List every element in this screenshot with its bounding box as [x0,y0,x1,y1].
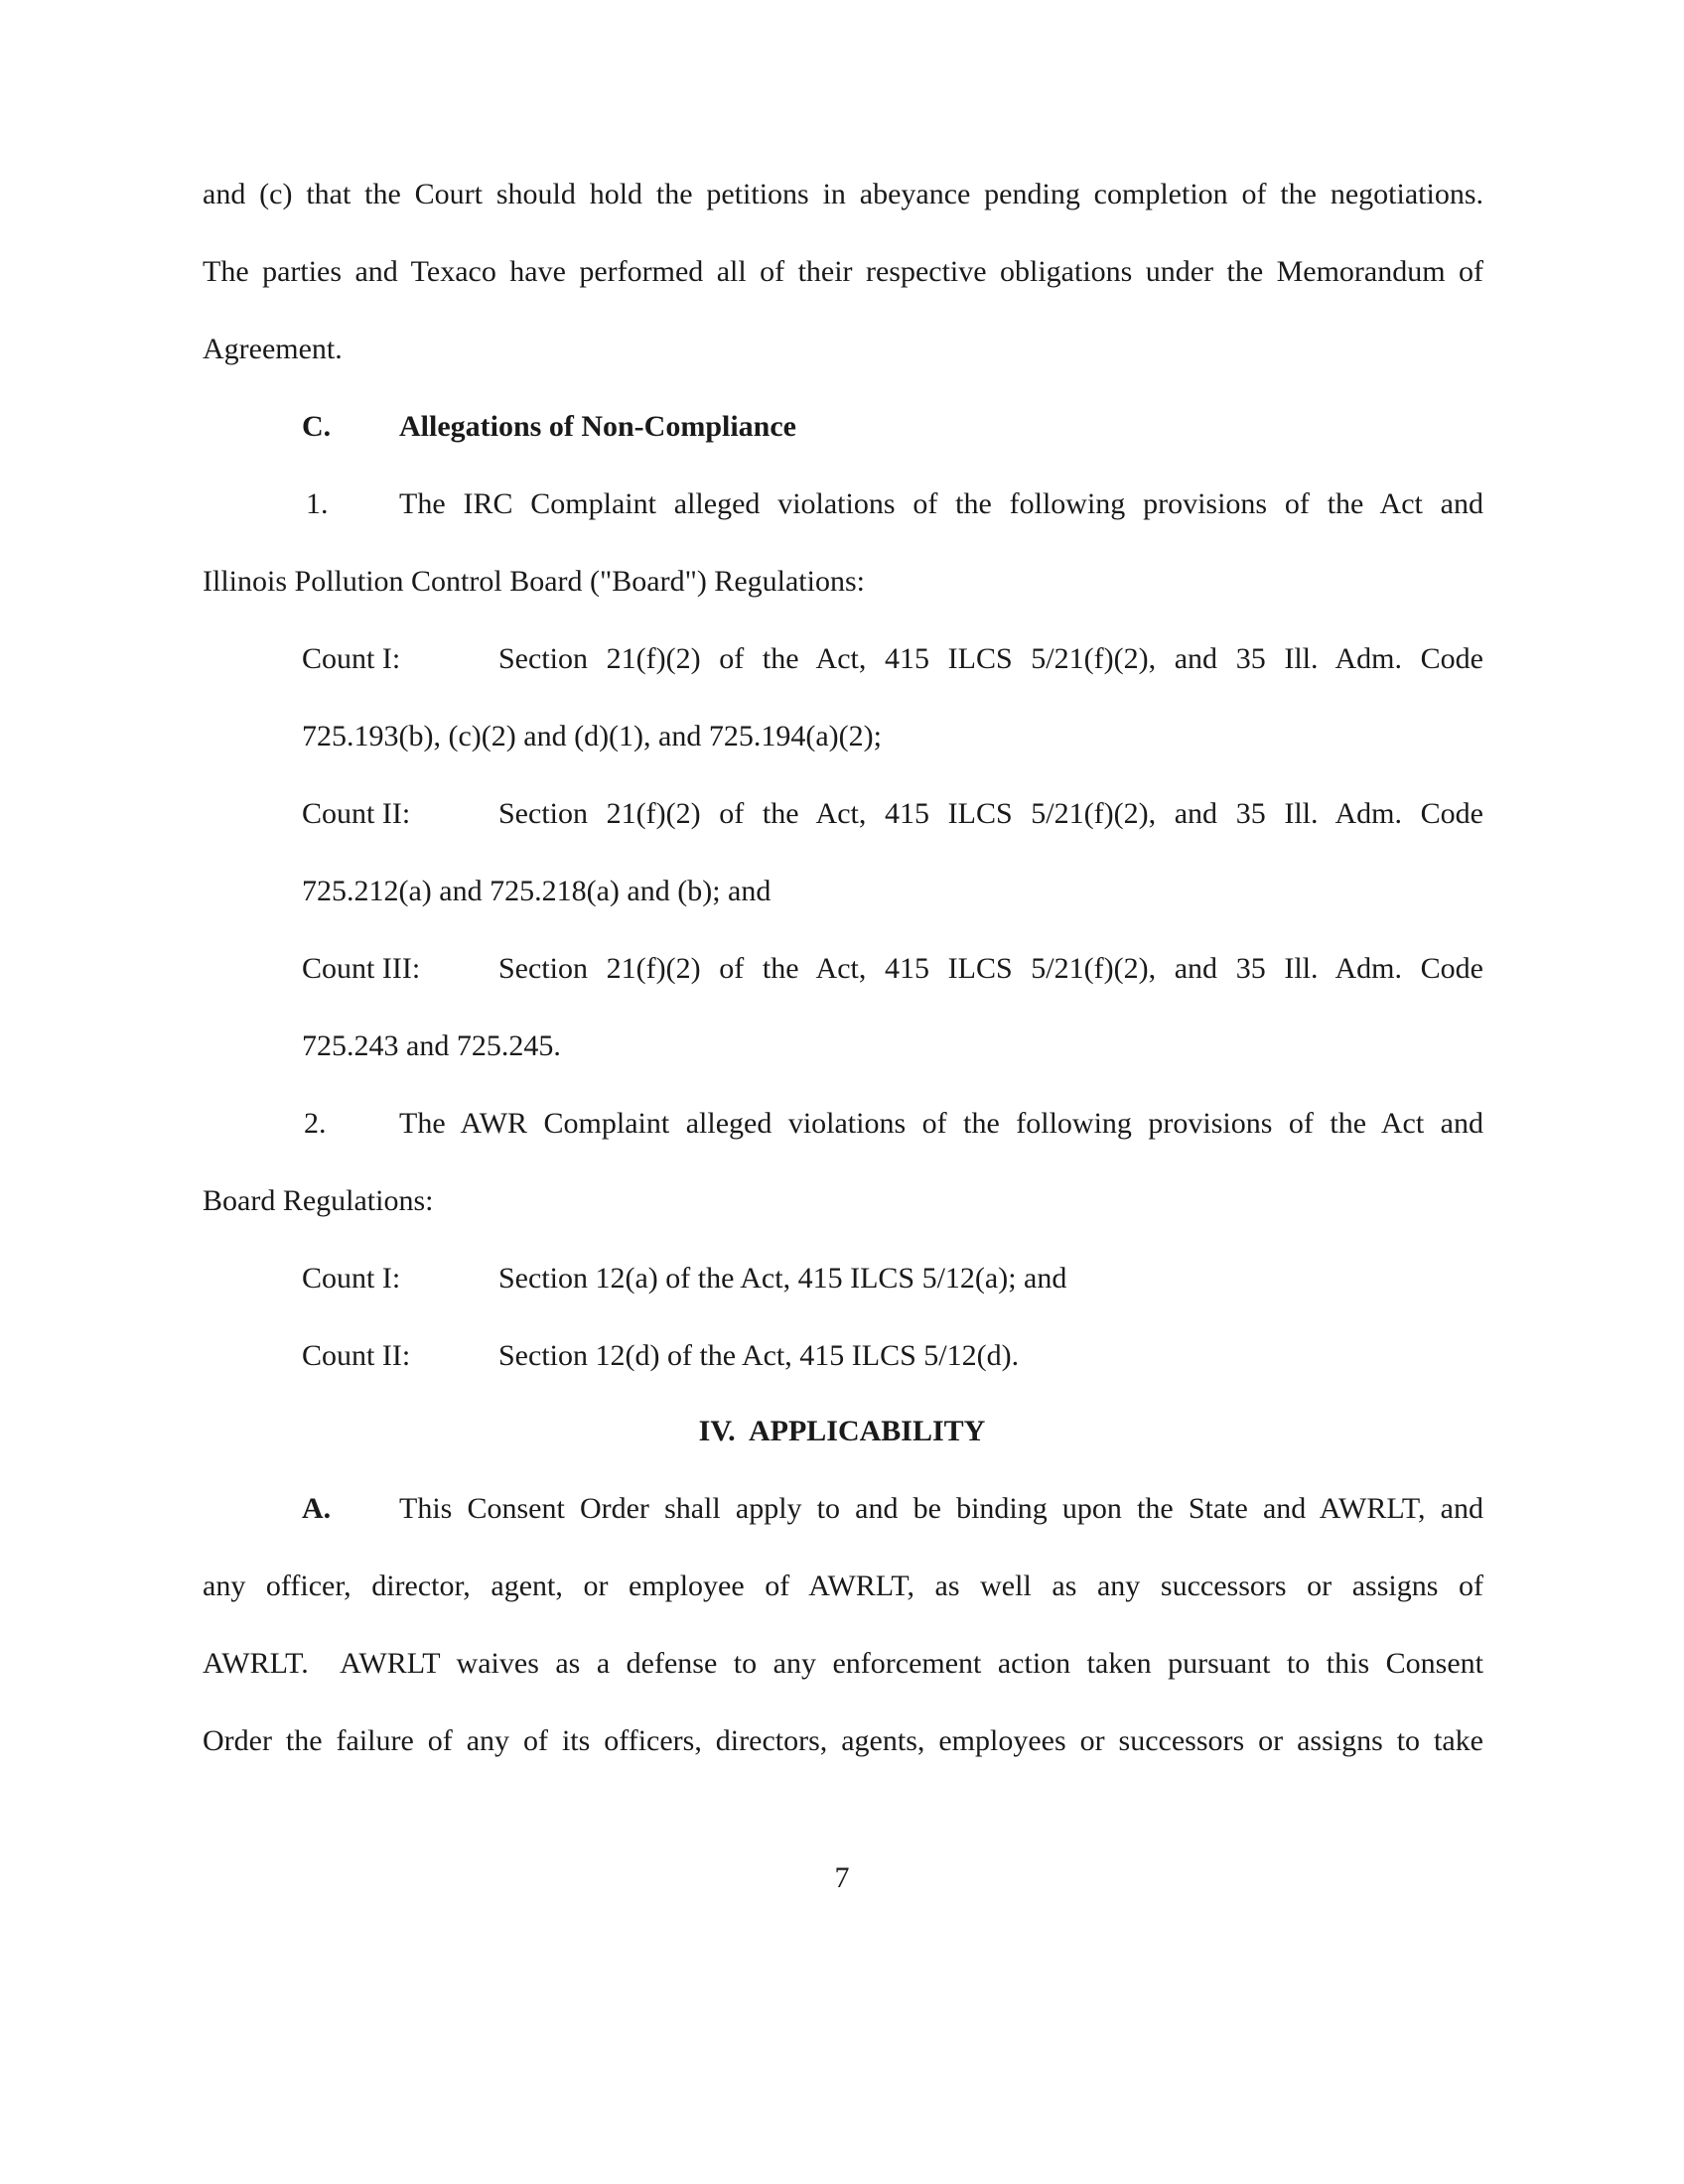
para-a-letter: A. [302,1492,332,1525]
para1-line-1: The IRC Complaint alleged violations of the following provisions of the Act and [399,487,1483,520]
awr-count-2-label: Count II: [302,1339,411,1372]
irc-count-1-line-2: 725.193(b), (c)(2) and (d)(1), and 725.194(a)(2); [302,720,882,752]
para-a-line-3: AWRLT. AWRLT waives as a defense to any enforcement action taken pursuant to this Consent [203,1647,1483,1680]
irc-count-3-line-2: 725.243 and 725.245. [302,1029,561,1062]
para2-line-2: Board Regulations: [203,1184,434,1217]
para-a-line-4: Order the failure of any of its officers, directors, agents, employees or successors or assigns to take [203,1724,1483,1757]
irc-count-2-line-1: Section 21(f)(2) of the Act, 415 ILCS 5/21(f)(2), and 35 Ill. Adm. Code [498,797,1483,830]
para2-line-1: The AWR Complaint alleged violations of the following provisions of the Act and [399,1107,1483,1140]
irc-count-2-label: Count II: [302,797,411,830]
irc-count-3-line-1: Section 21(f)(2) of the Act, 415 ILCS 5/21(f)(2), and 35 Ill. Adm. Code [498,952,1483,985]
para1-number: 1. [306,487,329,520]
irc-count-1-line-1: Section 21(f)(2) of the Act, 415 ILCS 5/21(f)(2), and 35 Ill. Adm. Code [498,642,1483,675]
para1-line-2: Illinois Pollution Control Board ("Board") Regulations: [203,565,865,598]
intro-line-2: The parties and Texaco have performed all of their respective obligations under the Memorandum of [203,255,1483,288]
intro-line-3: Agreement. [203,333,343,365]
section-c-heading: Allegations of Non-Compliance [399,410,796,443]
irc-count-1-label: Count I: [302,642,401,675]
awr-count-1-text: Section 12(a) of the Act, 415 ILCS 5/12(a); and [498,1262,1067,1295]
irc-count-3-label: Count III: [302,952,421,985]
section-iv-heading: IV. APPLICABILITY [698,1415,986,1447]
awr-count-1-label: Count I: [302,1262,401,1295]
awr-count-2-text: Section 12(d) of the Act, 415 ILCS 5/12(d). [498,1339,1020,1372]
para-a-line-1: This Consent Order shall apply to and be binding upon the State and AWRLT, and [399,1492,1483,1525]
para-a-line-2: any officer, director, agent, or employee of AWRLT, as well as any successors or assigns of [203,1570,1483,1602]
irc-count-2-line-2: 725.212(a) and 725.218(a) and (b); and [302,875,772,907]
intro-line-1: and (c) that the Court should hold the petitions in abeyance pending completion of the negotiations. [203,178,1483,210]
para2-number: 2. [304,1107,327,1140]
section-c-letter: C. [302,410,332,443]
page-number: 7 [834,1861,850,1894]
